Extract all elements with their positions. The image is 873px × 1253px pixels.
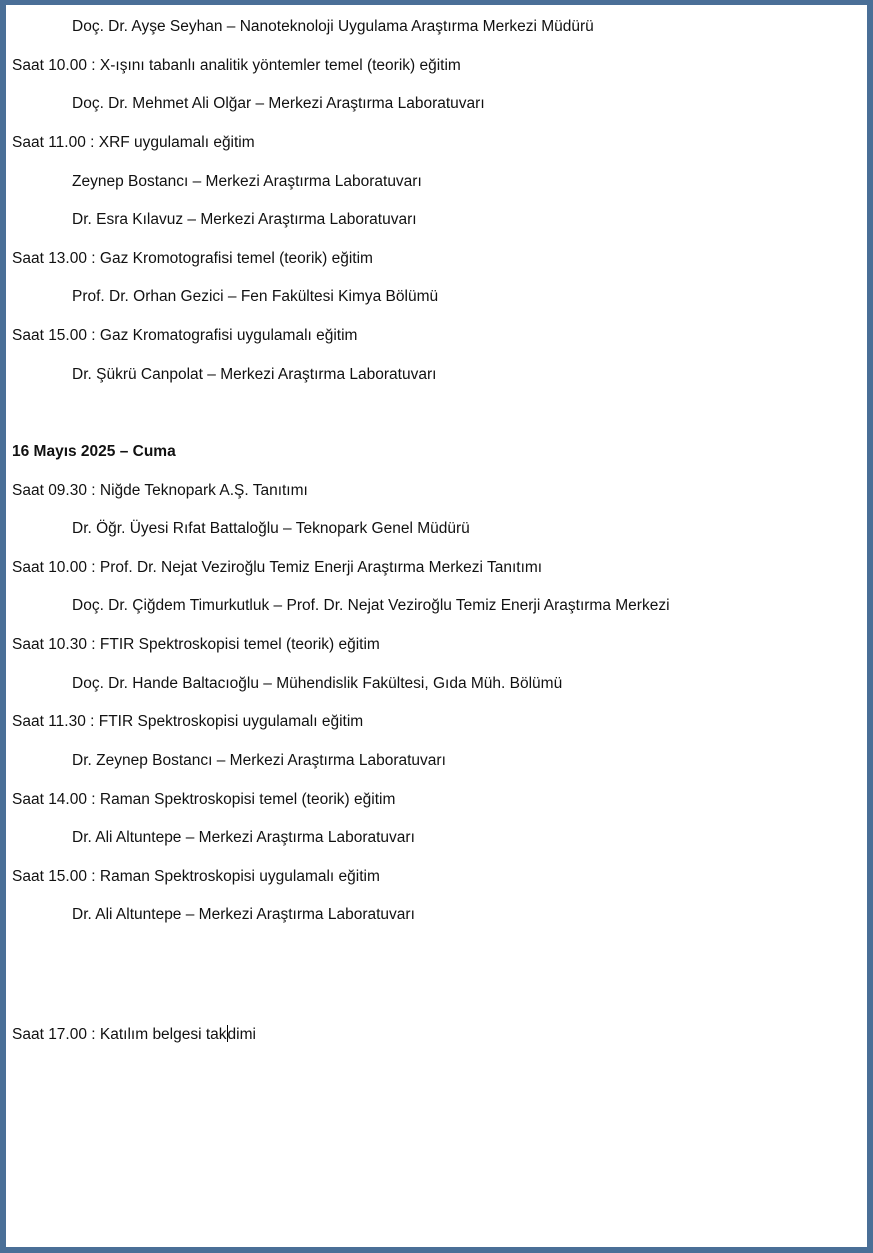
closing-line-end: dimi [227,1026,256,1043]
speaker-line: Doç. Dr. Çiğdem Timurkutluk – Prof. Dr. Nejat Veziroğlu Temiz Enerji Araştırma Merkezi [72,597,670,614]
session-line: Saat 10.30 : FTIR Spektroskopisi temel (teorik) eğitim [12,636,380,653]
session-line: Saat 10.00 : X-ışını tabanlı analitik yöntemler temel (teorik) eğitim [12,57,461,74]
session-line: Saat 10.00 : Prof. Dr. Nejat Veziroğlu Temiz Enerji Araştırma Merkezi Tanıtımı [12,559,543,576]
session-line: Saat 11.00 : XRF uygulamalı eğitim [12,134,255,151]
speaker-line: Dr. Şükrü Canpolat – Merkezi Araştırma Laboratuvarı [72,366,437,383]
day-heading: 16 Mayıs 2025 – Cuma [12,443,176,460]
session-line: Saat 13.00 : Gaz Kromotografisi temel (teorik) eğitim [12,250,373,267]
speaker-line: Doç. Dr. Mehmet Ali Olğar – Merkezi Araştırma Laboratuvarı [72,95,485,112]
speaker-line: Dr. Zeynep Bostancı – Merkezi Araştırma Laboratuvarı [72,752,446,769]
speaker-line: Zeynep Bostancı – Merkezi Araştırma Laboratuvarı [72,173,422,190]
closing-session-line [12,1025,256,1044]
speaker-line: Dr. Ali Altuntepe – Merkezi Araştırma Laboratuvarı [72,906,415,923]
session-line: Saat 15.00 : Raman Spektroskopisi uygulamalı eğitim [12,868,380,885]
speaker-line: Doç. Dr. Hande Baltacıoğlu – Mühendislik Fakültesi, Gıda Müh. Bölümü [72,675,563,692]
session-line: Saat 09.30 : Niğde Teknopark A.Ş. Tanıtımı [12,482,308,499]
speaker-line: Doç. Dr. Ayşe Seyhan – Nanoteknoloji Uygulama Araştırma Merkezi Müdürü [72,18,594,35]
session-line: Saat 11.30 : FTIR Spektroskopisi uygulamalı eğitim [12,713,364,730]
speaker-line: Prof. Dr. Orhan Gezici – Fen Fakültesi Kimya Bölümü [72,288,439,305]
closing-line-start: Saat 17.00 : Katılım belgesi tak [12,1026,227,1043]
session-line: Saat 14.00 : Raman Spektroskopisi temel (teorik) eğitim [12,791,396,808]
speaker-line: Dr. Esra Kılavuz – Merkezi Araştırma Laboratuvarı [72,211,417,228]
session-line: Saat 15.00 : Gaz Kromatografisi uygulamalı eğitim [12,327,358,344]
speaker-line: Dr. Öğr. Üyesi Rıfat Battaloğlu – Teknopark Genel Müdürü [72,520,470,537]
document-page[interactable] [6,5,867,1247]
speaker-line: Dr. Ali Altuntepe – Merkezi Araştırma Laboratuvarı [72,829,415,846]
